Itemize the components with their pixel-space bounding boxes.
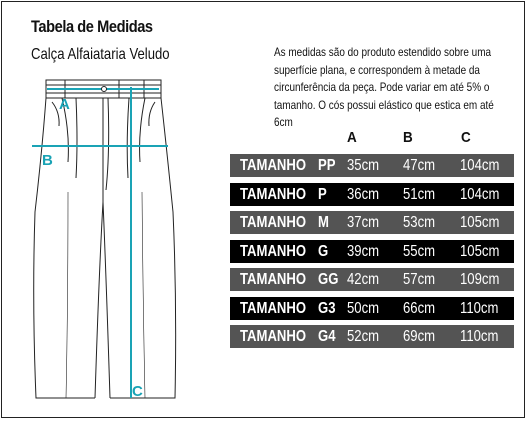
measure-a: 35cm [347, 157, 380, 174]
size-row [230, 268, 514, 291]
size-code: G4 [318, 328, 336, 345]
measure-a: 37cm [347, 214, 380, 231]
measure-c: 109cm [460, 271, 500, 288]
measure-lines [32, 87, 168, 398]
measure-b: 66cm [403, 299, 436, 317]
measurement-note [274, 44, 515, 132]
label-b: B [42, 152, 53, 169]
size-code: P [318, 185, 327, 203]
size-row [230, 211, 514, 234]
measure-b: 57cm [403, 271, 436, 288]
measure-c: 110cm [460, 299, 499, 317]
size-row-label: TAMANHO [240, 328, 307, 345]
size-row [230, 183, 514, 206]
measure-a: 50cm [347, 299, 380, 317]
pants-outline [34, 80, 176, 398]
note-line: circunferência da peça. Pode variar em até 5% o [274, 80, 490, 94]
measure-b: 55cm [403, 242, 436, 260]
measure-a: 52cm [347, 328, 380, 345]
label-a: A [59, 96, 70, 113]
measure-a: 36cm [347, 185, 380, 203]
waist-button-icon [102, 87, 107, 92]
column-header-b: B [403, 129, 413, 146]
size-chart-frame [1, 1, 525, 418]
size-row-label: TAMANHO [240, 242, 307, 260]
measure-b: 47cm [403, 157, 436, 174]
size-row-label: TAMANHO [240, 271, 307, 288]
size-code: PP [318, 157, 336, 174]
column-header-a: A [347, 129, 357, 146]
measure-b: 69cm [403, 328, 436, 345]
chart-title: Tabela de Medidas [31, 17, 153, 36]
size-table [230, 154, 514, 354]
product-name: Calça Alfaiataria Veludo [31, 46, 170, 63]
measure-c: 105cm [460, 214, 500, 231]
size-row-label: TAMANHO [240, 214, 307, 231]
note-line: tamanho. O cós possui elástico que estica em até [274, 97, 494, 112]
note-line: superfície plana, e correspondem à metade da [274, 62, 480, 77]
size-row [230, 240, 514, 263]
measure-c: 105cm [460, 242, 500, 260]
measure-c: 104cm [460, 185, 500, 203]
measure-c: 104cm [460, 157, 500, 174]
measure-b: 51cm [403, 185, 436, 203]
size-row-label: TAMANHO [240, 299, 307, 317]
size-code: M [318, 214, 329, 231]
measure-a: 39cm [347, 242, 380, 260]
size-code: GG [318, 271, 339, 288]
label-c: C [132, 383, 143, 400]
size-code: G [318, 242, 329, 260]
size-row-label: TAMANHO [240, 157, 307, 174]
measure-c: 110cm [460, 328, 499, 345]
note-line: 6cm [274, 115, 293, 129]
size-code: G3 [318, 299, 336, 317]
column-header-c: C [461, 129, 471, 146]
note-line: As medidas são do produto estendido sobre uma [274, 45, 492, 59]
size-row [230, 325, 514, 348]
measure-a: 42cm [347, 271, 380, 288]
measure-b: 53cm [403, 214, 436, 231]
size-row [230, 154, 514, 177]
size-row-label: TAMANHO [240, 185, 307, 203]
size-row [230, 297, 514, 320]
